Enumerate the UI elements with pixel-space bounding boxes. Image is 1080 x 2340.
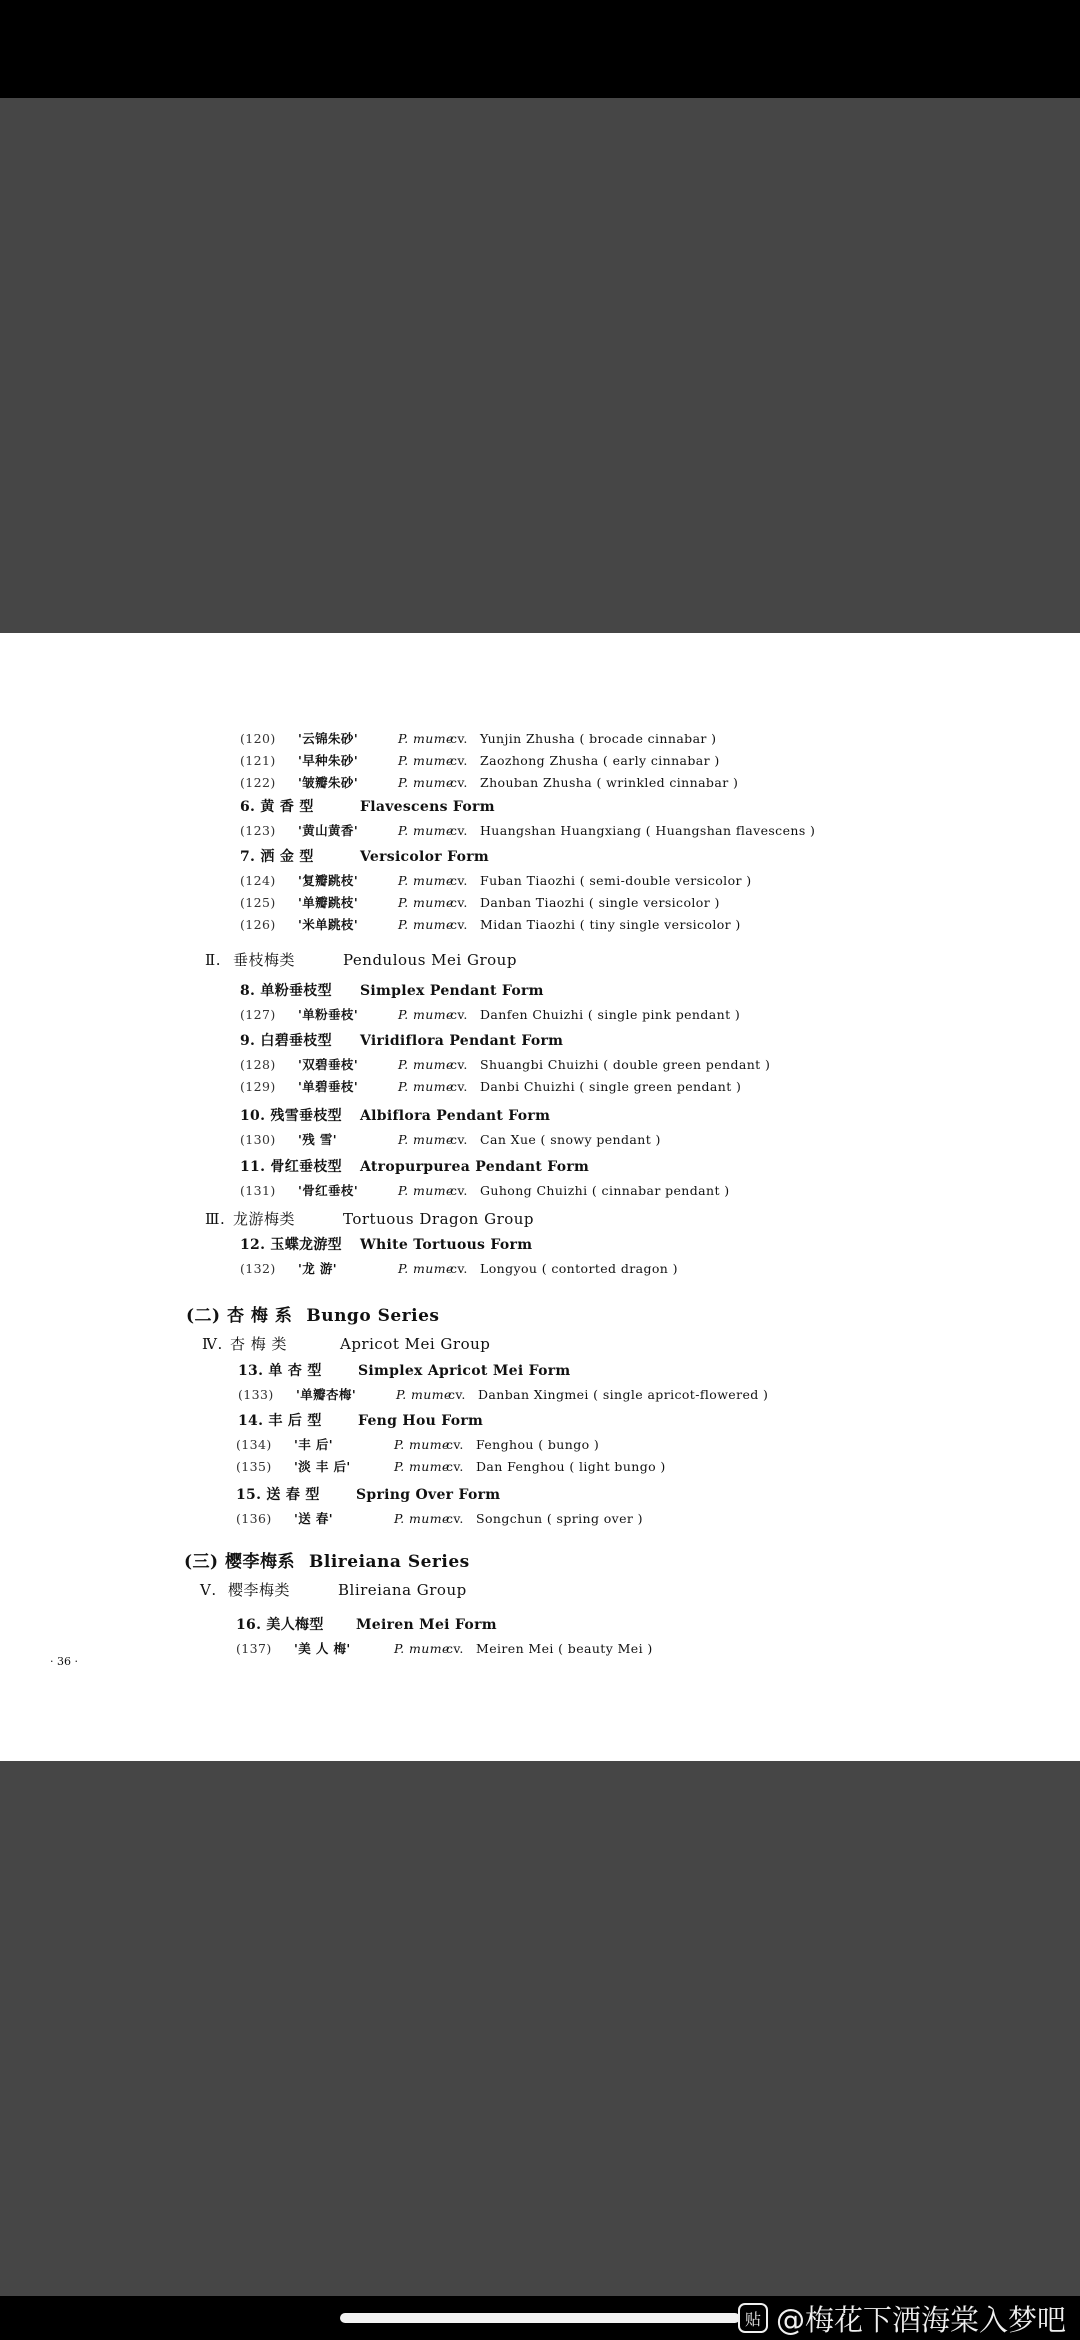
cultivar-entry: (135) '淡 丰 后' P. mumecv. Dan Fenghou ( light bungo ) xyxy=(236,1459,666,1474)
cultivar-entry: (129) '单碧垂枝' P. mumecv. Danbi Chuizhi ( single green pendant ) xyxy=(240,1079,742,1094)
form-heading: 11. 骨红垂枝型 Atropurpurea Pendant Form xyxy=(240,1159,590,1175)
group-heading: Ⅳ. 杏 梅 类 Apricot Mei Group xyxy=(202,1335,491,1353)
cultivar-entry: (134) '丰 后' P. mumecv. Fenghou ( bungo ) xyxy=(236,1437,600,1452)
cultivar-entry: (131) '骨红垂枝' P. mumecv. Guhong Chuizhi ( cinnabar pendant ) xyxy=(240,1183,730,1198)
form-heading: 14. 丰 后 型 Feng Hou Form xyxy=(238,1413,484,1429)
form-heading: 10. 残雪垂枝型 Albiflora Pendant Form xyxy=(240,1108,551,1124)
document-page xyxy=(0,633,1080,1761)
form-heading: 8. 单粉垂枝型 Simplex Pendant Form xyxy=(240,983,544,999)
form-heading: 9. 白碧垂枝型 Viridiflora Pendant Form xyxy=(240,1033,564,1049)
series-heading: (二) 杏 梅 系 Bungo Series xyxy=(186,1306,440,1326)
cultivar-entry: (122) '皱瓣朱砂' P. mumecv. Zhouban Zhusha ( wrinkled cinnabar ) xyxy=(240,775,739,790)
series-heading: (三) 樱李梅系 Blireiana Series xyxy=(184,1552,470,1572)
form-heading: 15. 送 春 型 Spring Over Form xyxy=(236,1487,501,1503)
cultivar-entry: (128) '双碧垂枝' P. mumecv. Shuangbi Chuizhi ( double green pendant ) xyxy=(240,1057,771,1072)
group-heading: Ⅴ. 樱李梅类 Blireiana Group xyxy=(200,1581,467,1599)
form-heading: 13. 单 杏 型 Simplex Apricot Mei Form xyxy=(238,1363,571,1379)
cultivar-entry: (121) '早种朱砂' P. mumecv. Zaozhong Zhusha ( early cinnabar ) xyxy=(240,753,720,768)
watermark xyxy=(738,2298,1066,2338)
cultivar-entry: (130) '残 雪' P. mumecv. Can Xue ( snowy pendant ) xyxy=(240,1132,661,1147)
cultivar-entry: (120) '云锦朱砂' P. mumecv. Yunjin Zhusha ( brocade cinnabar ) xyxy=(240,731,717,746)
watermark-text: @梅花下酒海棠入梦吧 xyxy=(775,2302,1066,2337)
cultivar-entry: (137) '美 人 梅' P. mumecv. Meiren Mei ( beauty Mei ) xyxy=(236,1641,653,1656)
status-bar xyxy=(0,0,1080,98)
viewer-background-bottom xyxy=(0,1761,1080,2296)
cultivar-entry: (132) '龙 游' P. mumecv. Longyou ( contorted dragon ) xyxy=(240,1261,678,1276)
tieba-icon: 贴 xyxy=(738,2303,768,2333)
cultivar-entry: (124) '复瓣跳枝' P. mumecv. Fuban Tiaozhi ( semi-double versicolor ) xyxy=(240,873,752,888)
cultivar-entry: (133) '单瓣杏梅' P. mumecv. Danban Xingmei ( single apricot-flowered ) xyxy=(238,1387,769,1402)
group-heading: Ⅲ. 龙游梅类 Tortuous Dragon Group xyxy=(205,1210,535,1228)
cultivar-entry: (127) '单粉垂枝' P. mumecv. Danfen Chuizhi ( single pink pendant ) xyxy=(240,1007,741,1022)
cultivar-entry: (123) '黄山黄香' P. mumecv. Huangshan Huangxiang ( Huangshan flavescens ) xyxy=(240,823,816,838)
viewer-background-top xyxy=(0,98,1080,633)
form-heading: 16. 美人梅型 Meiren Mei Form xyxy=(236,1617,497,1633)
form-heading: 12. 玉蝶龙游型 White Tortuous Form xyxy=(240,1237,533,1253)
form-heading: 6. 黄 香 型 Flavescens Form xyxy=(240,799,495,815)
cultivar-entry: (136) '送 春' P. mumecv. Songchun ( spring over ) xyxy=(236,1511,643,1526)
cultivar-entry: (125) '单瓣跳枝' P. mumecv. Danban Tiaozhi ( single versicolor ) xyxy=(240,895,720,910)
cultivar-entry: (126) '米单跳枝' P. mumecv. Midan Tiaozhi ( tiny single versicolor ) xyxy=(240,917,741,932)
group-heading: Ⅱ. 垂枝梅类 Pendulous Mei Group xyxy=(205,951,517,969)
page-number: · 36 · xyxy=(50,1655,78,1668)
form-heading: 7. 洒 金 型 Versicolor Form xyxy=(240,849,490,865)
home-indicator[interactable] xyxy=(340,2313,740,2323)
